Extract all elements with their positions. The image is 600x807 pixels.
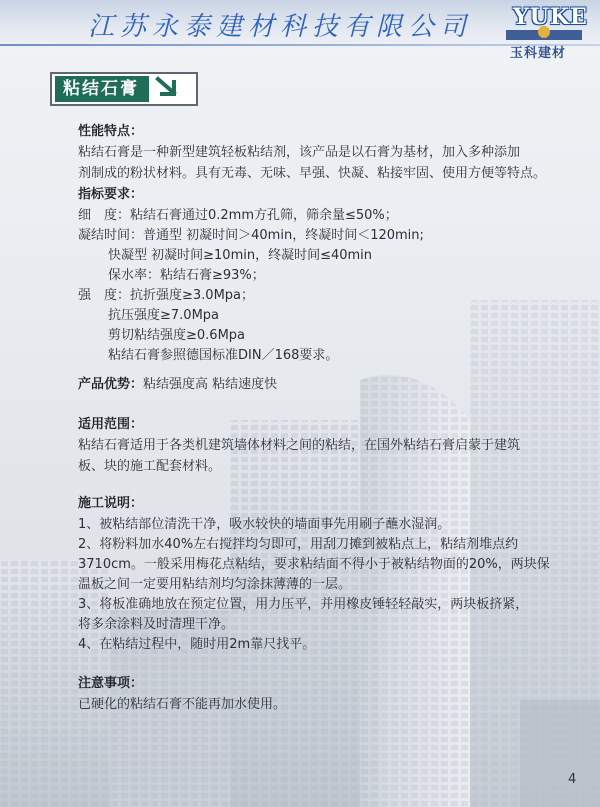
spec-quick-setting: 快凝型 初凝时间≥10min，终凝时间≤40min <box>108 248 373 263</box>
spec-compressive-strength: 抗压强度≥7.0Mpa <box>108 308 220 323</box>
advantage-text: 粘结强度高 粘结速度快 <box>143 377 278 392</box>
construction-step: 温板之间一定要用粘结剂均匀涂抹薄薄的一层。 <box>78 577 352 592</box>
scope-line: 板、块的施工配套材料。 <box>78 459 222 474</box>
construction-step: 将多余涂料及时清理干净。 <box>78 617 235 632</box>
construction-step: 4、在粘结过程中，随时用2m靠尺找平。 <box>78 637 316 652</box>
spec-flexural-strength: 强 度：抗折强度≥3.0Mpa； <box>78 288 255 303</box>
construction-heading: 施工说明： <box>78 496 144 511</box>
construction-step: 3、将板准确地放在预定位置，用力压平，并用橡皮锤轻轻敲实，两块板挤紧， <box>78 597 529 612</box>
specs-heading: 指标要求： <box>78 187 144 202</box>
notice-text: 已硬化的粘结石膏不能再加水使用。 <box>78 697 287 712</box>
performance-heading: 性能特点： <box>78 124 144 139</box>
scope-heading: 适用范围： <box>78 417 144 432</box>
performance-line: 粘结石膏是一种新型建筑轻板粘结剂，该产品是以石膏为基材，加入多种添加 <box>78 145 521 160</box>
advantage-heading: 产品优势： <box>78 377 144 392</box>
scope-line: 粘结石膏适用于各类机建筑墙体材料之间的粘结，在国外粘结石膏启蒙于建筑 <box>78 438 521 453</box>
advantage-row <box>78 375 277 395</box>
spec-shear-strength: 剪切粘结强度≥0.6Mpa <box>108 328 246 343</box>
company-name: 江苏永泰建材科技有限公司 <box>88 12 473 42</box>
notice-heading: 注意事项： <box>78 676 144 691</box>
page-title: 粘结石膏 <box>55 76 149 102</box>
spec-setting-time: 凝结时间：普通型 初凝时间＞40min，终凝时间＜120min; <box>78 228 424 243</box>
construction-step: 1、被粘结部位清洗干净，吸水较快的墙面事先用刷子蘸水湿润。 <box>78 517 451 532</box>
spec-water-retention: 保水率：粘结石膏≥93%； <box>108 268 265 283</box>
construction-step: 2、将粉料加水40%左右搅拌均匀即可，用刮刀摊到被粘点上，粘结剂堆点约 <box>78 537 519 552</box>
spec-standard: 粘结石膏参照德国标准DIN／168要求。 <box>108 348 339 363</box>
construction-step: 3710cm。一般采用梅花点粘结，要求粘结面不得小于被粘结物面的20%，两块保 <box>78 557 550 572</box>
page-number: 4 <box>568 772 577 787</box>
logo-wordmark: YUKE <box>513 4 588 30</box>
performance-line: 剂制成的粉状材料。具有无毒、无味、早强、快凝、粘接牢固、使用方便等特点。 <box>78 166 547 181</box>
spec-fineness: 细 度：粘结石膏通过0.2mm方孔筛，筛余量≤50%； <box>78 208 398 223</box>
logo-subtitle: 玉科建材 <box>510 46 567 61</box>
